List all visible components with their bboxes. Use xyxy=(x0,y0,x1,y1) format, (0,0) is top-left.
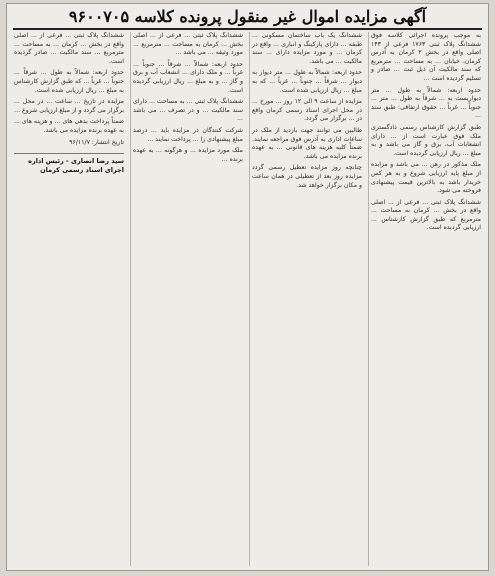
notice-paragraph: حدود اربعه: شمالاً به طول ... متر دیواریست به ... شرقاً به طول ... متر ... جنوباً ... غرباً ... حقوق ارتفاقی: طبق سند ... xyxy=(371,86,481,120)
notice-paragraph: حدود اربعه: شمالاً ... شرقاً ... جنوباً ... غرباً ... و ملک دارای ... انشعاب آب و برق و گاز ... و به مبلغ ... ریال ارزیابی گردیده است. xyxy=(133,60,243,94)
notice-paragraph: ششدانگ پلاک ثبتی ... به مساحت ... دارای سند مالکیت ... و در تصرف ... می باشد ... xyxy=(133,98,243,123)
notice-column xyxy=(12,32,126,566)
notice-signature: سید رضا انصاری - رئیس اداره اجرای اسناد رسمی کرمان xyxy=(14,153,124,175)
notice-column xyxy=(130,32,245,566)
newspaper-notice xyxy=(6,3,489,571)
notice-paragraph: ملک مذکور در رهن ... می باشد و مزایده از مبلغ پایه ارزیابی شروع و به هر کس خریدار باشد به بالاترین قیمت پیشنهادی فروخته می شود. xyxy=(371,161,481,195)
notice-paragraph: چنانچه روز مزایده تعطیل رسمی گردد مزایده روز بعد از تعطیلی در همان ساعت و مکان برگزار خواهد شد. xyxy=(252,164,362,189)
notice-paragraph: ملک مورد مزایده ... و هرگونه ... به عهده برنده ... xyxy=(133,147,243,163)
notice-paragraph: ششدانگ یک باب ساختمان مسکونی ... طبقه ... دارای پارکینگ و انباری ... واقع در کرمان ... و مورد مزایده دارای ... سند مالکیت ... می باشد. xyxy=(252,32,362,65)
notice-paragraph: ششدانگ پلاک ثبتی ... فرعی از ... اصلی واقع در بخش ... کرمان به مساحت ... مترمربع که طبق گزارش کارشناس ... ارزیابی گردیده است. xyxy=(371,198,481,232)
notice-paragraph: تاریخ انتشار: ۹۶/۱۱/۷ xyxy=(69,138,124,146)
notice-title: آگهی مزایده اموال غیر منقول پرونده کلاسه ۹۶۰۰۷۰۵ xyxy=(13,6,482,30)
notice-paragraph: طالبین می توانند جهت بازدید از ملک در ساعات اداری به آدرس فوق مراجعه نمایند. ضمناً کلیه هزینه های قانونی ... به عهده برنده مزایده می باشد. xyxy=(252,126,362,160)
notice-paragraph: مزایده از ساعت ۹ الی ۱۲ روز ... مورخ ... در محل اجرای اسناد رسمی کرمان واقع در ... برگزار می گردد. xyxy=(252,98,362,123)
notice-paragraph: حدود اربعه: شمالاً به طول ... شرقاً ... جنوباً ... غرباً ... که طبق گزارش کارشناس به مبلغ ... ریال ارزیابی شده است. xyxy=(14,69,124,94)
notice-paragraph: طبق گزارش کارشناس رسمی دادگستری ملک فوق عبارت است از ... دارای انشعابات آب، برق و گاز می باشد و به مبلغ ... ریال ارزیابی گردیده است. xyxy=(371,123,481,157)
notice-column xyxy=(249,32,364,566)
notice-paragraph: به موجب پرونده اجرائی کلاسه فوق ششدانگ پلاک ثبتی ۱۷۶۳ فرعی از ۱۴۳ اصلی واقع در بخش ۲ کرمان به آدرس کرمان، خیابان ... به مساحت ... مترمربع که سند مالکیت آن ذیل ثبت ... صادر و تسلیم گردیده است ... xyxy=(371,32,481,82)
notice-paragraph: حدود اربعه: شمالاً به طول ... متر دیوار به دیوار ... شرقاً ... جنوباً ... غرباً ... که به مبلغ ... ریال ارزیابی شده است. xyxy=(252,69,362,94)
notice-paragraph: شرکت کنندگان در مزایده باید ... درصد مبلغ پیشنهادی را ... پرداخت نمایند ... xyxy=(133,126,243,143)
notice-paragraph: ضمناً پرداخت بدهی های ... و هزینه های ... به عهده برنده مزایده می باشد. xyxy=(14,118,124,134)
notice-paragraph: ششدانگ پلاک ثبتی ... فرعی از ... اصلی بخش ... کرمان به مساحت ... مترمربع ... مورد وثیقه ... می باشد ... xyxy=(133,32,243,57)
notice-column xyxy=(368,32,483,566)
notice-paragraph: ششدانگ پلاک ثبتی ... فرعی از ... اصلی واقع در بخش ... کرمان ... به مساحت ... مترمربع ... سند مالکیت ... صادر گردیده است. xyxy=(14,32,124,65)
notice-columns xyxy=(12,32,483,566)
notice-paragraph: مزایده در تاریخ ... ساعت ... در محل ... برگزار می گردد و از مبلغ ارزیابی شروع ... xyxy=(14,98,124,114)
